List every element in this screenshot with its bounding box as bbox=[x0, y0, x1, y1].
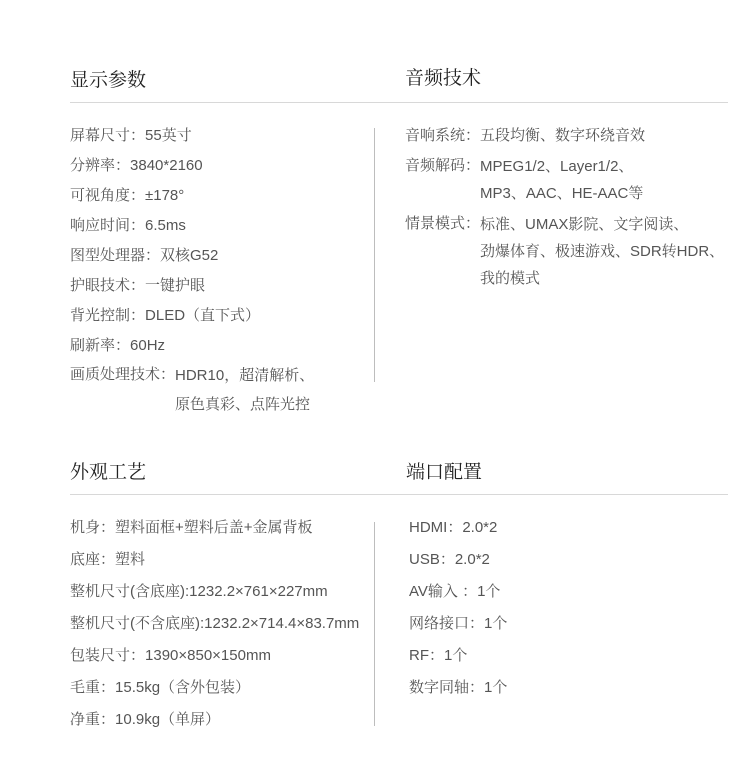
spec-row-screen-size bbox=[70, 125, 314, 155]
spec-label: 画质处理技术： bbox=[70, 366, 176, 383]
spec-value: 15.5kg（含外包装） bbox=[115, 679, 251, 696]
spec-label: HDMI： bbox=[409, 519, 463, 536]
spec-row-gpu bbox=[70, 245, 314, 275]
spec-label: 情景模式： bbox=[405, 215, 481, 232]
spec-row-body bbox=[70, 517, 359, 549]
spec-label: 背光控制： bbox=[70, 307, 146, 324]
spec-label: 包装尺寸： bbox=[70, 647, 146, 664]
spec-row-backlight bbox=[70, 305, 314, 335]
spec-row-resolution bbox=[70, 155, 314, 185]
spec-value-cont: MP3、AAC、HE-AAC等 bbox=[480, 185, 644, 202]
spec-value: 10.9kg（单屏） bbox=[115, 711, 221, 728]
spec-row-stand bbox=[70, 549, 359, 581]
column-divider-bottom bbox=[374, 522, 375, 726]
spec-label: 护眼技术： bbox=[70, 277, 146, 294]
spec-value: 1232.2×714.4×83.7mm bbox=[204, 615, 360, 632]
spec-label: AV输入 ： bbox=[409, 583, 478, 600]
spec-value-cont: 劲爆体育、极速游戏、SDR转HDR、 bbox=[480, 243, 725, 260]
section-title-audio: 音频技术 bbox=[405, 68, 482, 89]
spec-value: 塑料面框+塑料后盖+金属背板 bbox=[115, 519, 313, 536]
spec-value: 1390×850×150mm bbox=[145, 647, 271, 664]
spec-label: 音响系统： bbox=[405, 127, 481, 144]
spec-row-net-weight bbox=[70, 709, 359, 741]
spec-row-refresh-rate bbox=[70, 335, 314, 364]
spec-label: 刷新率： bbox=[70, 337, 131, 354]
spec-row-av-input bbox=[409, 581, 507, 613]
spec-row-eye-care bbox=[70, 275, 314, 305]
spec-row-rf bbox=[409, 645, 507, 677]
spec-value: 3840*2160 bbox=[130, 157, 203, 174]
spec-row-response-time bbox=[70, 215, 314, 245]
spec-label: 网络接口： bbox=[409, 615, 485, 632]
spec-row-package-size bbox=[70, 645, 359, 677]
spec-value: 1232.2×761×227mm bbox=[189, 583, 328, 600]
spec-label: 分辨率： bbox=[70, 157, 131, 174]
section-title-display: 显示参数 bbox=[70, 70, 147, 91]
spec-row-coaxial bbox=[409, 677, 507, 709]
spec-value: 一键护眼 bbox=[145, 277, 206, 294]
spec-label: 底座： bbox=[70, 551, 116, 568]
spec-value: MPEG1/2、Layer1/2、 bbox=[480, 158, 634, 175]
spec-label: 图型处理器： bbox=[70, 247, 161, 264]
spec-value: 1个 bbox=[484, 679, 508, 696]
spec-value: 55英寸 bbox=[145, 127, 192, 144]
spec-row-network bbox=[409, 613, 507, 645]
spec-label: RF： bbox=[409, 647, 444, 664]
spec-row-picture-processing bbox=[70, 364, 314, 416]
spec-label: 屏幕尺寸： bbox=[70, 127, 146, 144]
spec-label: 响应时间： bbox=[70, 217, 146, 234]
spec-value: 1个 bbox=[444, 647, 468, 664]
divider-bottom bbox=[70, 494, 728, 495]
spec-row-hdmi bbox=[409, 517, 507, 549]
spec-label: USB： bbox=[409, 551, 455, 568]
spec-value: 1个 bbox=[484, 615, 508, 632]
spec-row-size-without-stand bbox=[70, 613, 359, 645]
spec-value: 60Hz bbox=[130, 337, 166, 354]
ports-spec-list bbox=[409, 517, 507, 709]
spec-value-cont: 原色真彩、点阵光控 bbox=[175, 396, 311, 413]
spec-value: 6.5ms bbox=[145, 217, 186, 234]
spec-row-size-with-stand bbox=[70, 581, 359, 613]
spec-value: 2.0*2 bbox=[462, 519, 498, 536]
spec-value: 双核G52 bbox=[160, 247, 219, 264]
spec-value: ±178° bbox=[145, 187, 185, 204]
spec-row-audio-decoding bbox=[405, 155, 724, 213]
spec-label: 整机尺寸(不含底座): bbox=[70, 615, 205, 632]
spec-label: 净重： bbox=[70, 711, 116, 728]
spec-row-scene-mode bbox=[405, 213, 724, 295]
spec-value: HDR10，超清解析、 bbox=[175, 367, 315, 384]
section-title-appearance: 外观工艺 bbox=[70, 462, 147, 483]
spec-value: 五段均衡、数字环绕音效 bbox=[480, 127, 646, 144]
spec-row-viewing-angle bbox=[70, 185, 314, 215]
spec-row-sound-system bbox=[405, 125, 724, 155]
spec-value: 标准、UMAX影院、文字阅读、 bbox=[480, 216, 689, 233]
spec-value: 塑料 bbox=[115, 551, 146, 568]
section-title-ports: 端口配置 bbox=[406, 462, 483, 483]
display-spec-list bbox=[70, 125, 314, 416]
spec-value: DLED（直下式） bbox=[145, 307, 261, 324]
spec-label: 数字同轴： bbox=[409, 679, 485, 696]
spec-label: 整机尺寸(含底座): bbox=[70, 583, 190, 600]
spec-label: 毛重： bbox=[70, 679, 116, 696]
spec-row-usb bbox=[409, 549, 507, 581]
spec-value: 1个 bbox=[477, 583, 501, 600]
spec-value: 2.0*2 bbox=[454, 551, 490, 568]
spec-label: 可视角度： bbox=[70, 187, 146, 204]
column-divider-top bbox=[374, 128, 375, 382]
audio-spec-list bbox=[405, 125, 724, 295]
divider-top bbox=[70, 102, 728, 103]
appearance-spec-list bbox=[70, 517, 359, 741]
spec-row-gross-weight bbox=[70, 677, 359, 709]
spec-value-cont2: 我的模式 bbox=[480, 270, 541, 287]
spec-label: 机身： bbox=[70, 519, 116, 536]
spec-label: 音频解码： bbox=[405, 157, 481, 174]
